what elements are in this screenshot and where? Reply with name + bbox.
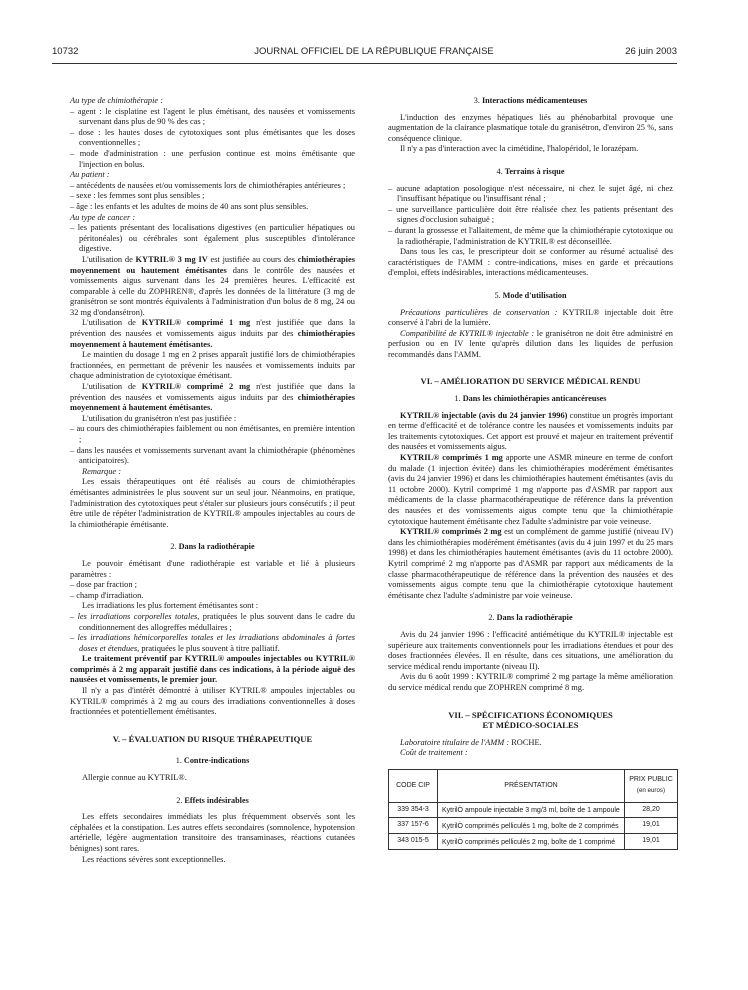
list-item: – au cours des chimiothérapies faiblement ou non émétisantes, en première intention ; (70, 424, 355, 444)
holder-line: Laboratoire titulaire de l'AMM : ROCHE. (400, 737, 542, 747)
cell-price: 19,01 (625, 834, 678, 850)
chemo-type-heading: Au type de chimiothérapie : (70, 96, 164, 105)
paragraph: KYTRIL® comprimés 2 mg est un complément de gamme justifié (niveau IV) dans les chimiothérapies modérément émétisantes (avis du 4 juin 1997 et du 25 mars 1998) et dans les chimiothérapies hautement émétisantes (avis du 11 octobre 2000). Kytril comprimé 2 mg n'apporte pas d'ASMR par rapport aux médicaments de la classe pharmacothérapeutique de référence dans la prévention des nausées et des vomissements aigus compte tenu que la chimiothérapie cytotoxique hautement émétisante chez l'adulte s'administre par voie veineuse. (388, 527, 673, 600)
paragraph: Allergie connue au KYTRIL®. (82, 773, 187, 783)
section-title: VII. – SPÉCIFICATIONS ÉCONOMIQUES (448, 709, 613, 720)
paragraph: Les effets secondaires immédiats les plus fréquemment observés sont les céphalées et la constipation. Les autres effets secondaires (somnolence, hypotension artérielle, légère augmentation transitoire des transaminases, réactions cutanées bénignes) sont rares. (70, 812, 355, 853)
header-presentation: PRÉSENTATION (438, 769, 625, 802)
cell-code: 339 354-3 (389, 802, 438, 818)
section-heading: 3. Interactions médicamenteuses (473, 96, 588, 105)
paragraph: Les essais thérapeutiques ont été réalisés au cours de chimiothérapies émétisantes administrées le plus souvent sur un seul jour. Néanmoins, en pratique, l'administration des cytotoxiques peut s'étaler sur plusieurs jours consécutifs ; il peut être utile de répéter l'administration de KYTRIL® ampoules injectables au cours de la chimiothérapie émétisante. (70, 477, 355, 529)
list-item: – durant la grossesse et l'allaitement, de même que la chimiothérapie cytotoxique ou la radiothérapie, l'administration de KYTRIL® est déconseillée. (388, 225, 673, 246)
section-heading: 2. Effets indésirables (176, 795, 249, 805)
paragraph: Les irradiations les plus fortement émétisantes sont : (82, 601, 259, 611)
section-title: VI. – AMÉLIORATION DU SERVICE MÉDICAL RENDU (420, 376, 641, 387)
paragraph: Précautions particulières de conservation : KYTRIL® injectable doit être conservé à l'abri de la lumière. (388, 307, 673, 328)
header-code: CODE CIP (389, 769, 438, 802)
list-item: – les irradiations corporelles totales, pratiquées le plus souvent dans le cadre du conditionnement des allogreffes médullaires ; (70, 611, 355, 632)
list-item: – une surveillance particulière doit être réalisée chez les patients présentant des signes d'occlusion subaiguë ; (388, 204, 673, 225)
paragraph: KYTRIL® injectable (avis du 24 janvier 1996) constitue un progrès important en terme d'efficacité et de tolérance contre les nausées et vomissements induits par les traitements cytotoxiques. Cet apport est prouvé et majeur en traitement préventif des nausées et vomissements aigus. (388, 410, 673, 452)
list-item: – agent : le cisplatine est l'agent le plus émétisant, des nausées et vomissements survenant dans plus de 90 % des cas ; (70, 106, 355, 127)
issue-date: 26 juin 2003 (625, 46, 677, 57)
cancer-heading: Au type de cancer : (70, 212, 136, 222)
table-row (389, 818, 678, 834)
cell-price: 28,20 (625, 802, 678, 818)
list-item: – antécédents de nausées et/ou vomissements lors de chimiothérapies antérieures ; (70, 180, 346, 190)
paragraph: Avis du 24 janvier 1996 : l'efficacité antiémétique du KYTRIL® injectable est supérieure aux traitements conventionnels pour les irradiations étendues et pour des doses fractionnées élevées. Il en résulte, dans ces situations, une amélioration du service médical rendu importante (niveau II). (388, 629, 673, 671)
header-price: PRIX PUBLIC (en euros) (625, 769, 678, 802)
list-item: – dose : les hautes doses de cytotoxiques sont plus émétisantes que les doses conventionnelles ; (70, 127, 355, 148)
left-column (70, 96, 355, 865)
cell-presentation: KytrilÒ ampoule injectable 3 mg/3 ml, boîte de 1 ampoule (438, 802, 625, 818)
paragraph: Il n'y a pas d'interaction avec la cimétidine, l'halopéridol, le lorazépam. (400, 144, 639, 154)
list-item: – les irradiations hémicorporelles totales et les irradiations abdominales à fortes doses et étendues, pratiquées le plus souvent à titre palliatif. (70, 633, 355, 653)
paragraph: KYTRIL® comprimés 1 mg apporte une ASMR mineure en terme de confort du malade (1 injection évitée) dans les chimiothérapies modérément émétisantes (avis du 24 janvier 1996) et dans les chimiothérapies hautement émétisantes (avis du 11 octobre 2000). Kytril comprimé 1 mg n'apporte pas d'ASMR par rapport aux médicaments de la classe pharmacothérapeutique de référence dans la prévention des nausées et des vomissements aigus compte tenu que la chimiothérapie cytotoxique hautement émétisante chez l'adulte s'administre par voie veineuse. (388, 453, 674, 526)
paragraph: L'utilisation du granisétron n'est pas justifiée : (82, 413, 237, 423)
cost-label: Coût de traitement : (400, 748, 468, 758)
paragraph: Les réactions sévères sont exceptionnelles. (82, 854, 226, 864)
list-item: – champ d'irradiation. (70, 590, 144, 600)
section-heading: 2. Dans la radiothérapie (488, 613, 573, 623)
section-heading: 2. Dans la radiothérapie (170, 542, 255, 552)
list-item: – mode d'administration : une perfusion continue est moins émétisante que l'injection en bolus. (70, 148, 355, 169)
paragraph: Le traitement préventif par KYTRIL® ampoules injectables ou KYTRIL® comprimés à 2 mg apparaît justifié dans ces indications, à la période aiguë des nausées et vomissements, le premier jour. (70, 654, 355, 685)
paragraph: Compatibilité de KYTRIL® injectable : le granisétron ne doit être administré en perfusion ou en IV lente qu'après dilution dans les liquides de perfusion recommandés dans l'AMM. (388, 328, 673, 359)
section-title: V. – ÉVALUATION DU RISQUE THÉRAPEUTIQUE (112, 733, 313, 744)
cell-presentation: KytrilÒ comprimés pelliculés 1 mg, boîte de 2 comprimés (438, 818, 625, 834)
paragraph: Il n'y a pas d'intérêt démontré à utiliser KYTRIL® ampoules injectables ou KYTRIL® comprimés à 2 mg au cours des irradiations conventionnelles à doses fractionnées et potentiellement émétisantes. (70, 686, 355, 717)
list-item: – aucune adaptation posologique n'est nécessaire, ni chez le sujet âgé, ni chez l'insuffisant hépatique ou l'insuffisant rénal ; (388, 183, 673, 204)
journal-title: JOURNAL OFFICIEL DE LA RÉPUBLIQUE FRANÇAISE (254, 46, 494, 57)
section-heading: 5. Mode d'utilisation (494, 290, 567, 300)
paragraph: L'utilisation de KYTRIL® comprimé 2 mg n'est justifiée que dans la prévention des nausées et vomissements aigus induits par des chimiothérapies moyennement à hautement émétisantes. (70, 382, 355, 413)
cell-code: 337 157-6 (389, 818, 438, 834)
paragraph: Avis du 6 août 1999 : KYTRIL® comprimé 2 mg partage la même amélioration du service médical rendu que ZOPHREN comprimé 8 mg. (388, 672, 673, 692)
page-number: 10732 (52, 46, 79, 57)
cell-presentation: KytrilÒ comprimés pelliculés 2 mg, boîte de 1 comprimé (438, 834, 625, 850)
cost-table (388, 769, 678, 850)
list-item: – sexe : les femmes sont plus sensibles ; (70, 191, 205, 201)
list-item: – dose par fraction ; (70, 580, 137, 590)
right-column (388, 96, 673, 850)
header-rule (52, 63, 677, 64)
paragraph: Le pouvoir émétisant d'une radiothérapie est variable et lié à plusieurs paramètres : (70, 558, 355, 579)
table-row (389, 802, 678, 818)
list-item: – les patients présentant des localisations digestives (en particulier hépatiques ou péritonéales) ou cérébrales sont également plus susceptibles d'intolérance digestive. (70, 223, 355, 254)
paragraph: L'utilisation de KYTRIL® 3 mg IV est justifiée au cours des chimiothérapies moyennement ou hautement émétisantes dans le contrôle des nausées et vomissements aigus survenant dans les 24 premières heures. L'efficacité est comparable à celle du ZOPHREN®, d'après les données de la littérature (3 mg de granisétron se sont montrés équivalents à l'administration d'un bolus de 8 mg, 24 ou 32 mg d'ondansétron). (70, 254, 355, 317)
list-item: – dans les nausées et vomissements survenant avant la chimiothérapie (phénomènes anticipatoires). (70, 445, 355, 466)
cell-price: 19,01 (625, 818, 678, 834)
section-heading: 4. Terrains à risque (496, 166, 565, 176)
cell-code: 343 015-5 (389, 834, 438, 850)
list-item: – âge : les enfants et les adultes de moins de 40 ans sont plus sensibles. (70, 201, 309, 211)
paragraph: Dans tous les cas, le prescripteur doit se conformer au résumé actualisé des caractéristiques de l'AMM : contre-indications, mises en garde et précautions d'emploi, effets indésirables, interactions médicamenteuses. (388, 247, 673, 278)
section-heading: 1. Contre-indications (175, 756, 250, 766)
paragraph: L'induction des enzymes hépatiques liés au phénobarbital provoque une augmentation de la clairance plasmatique totale du granisétron, d'environ 25 %, sans conséquence clinique. (388, 112, 673, 143)
remark-heading: Remarque : (82, 466, 121, 476)
section-title-line2: ET MÉDICO-SOCIALES (482, 720, 579, 731)
paragraph: Le maintien du dosage 1 mg en 2 prises apparaît justifié lors de chimiothérapies fractionnées, en permettant de prévenir les nausées et vomissements induits par chaque administration de cytotoxique émétisant. (70, 350, 355, 381)
section-heading: 1. Dans les chimiothérapies anticancéreuses (454, 394, 607, 404)
table-header-row (389, 769, 678, 802)
patient-heading: Au patient : (70, 170, 110, 180)
table-row (389, 834, 678, 850)
paragraph: L'utilisation de KYTRIL® comprimé 1 mg n'est justifiée que dans la prévention des nausées et vomissements aigus induits par des chimiothérapies moyennement à hautement émétisantes. (70, 318, 355, 349)
